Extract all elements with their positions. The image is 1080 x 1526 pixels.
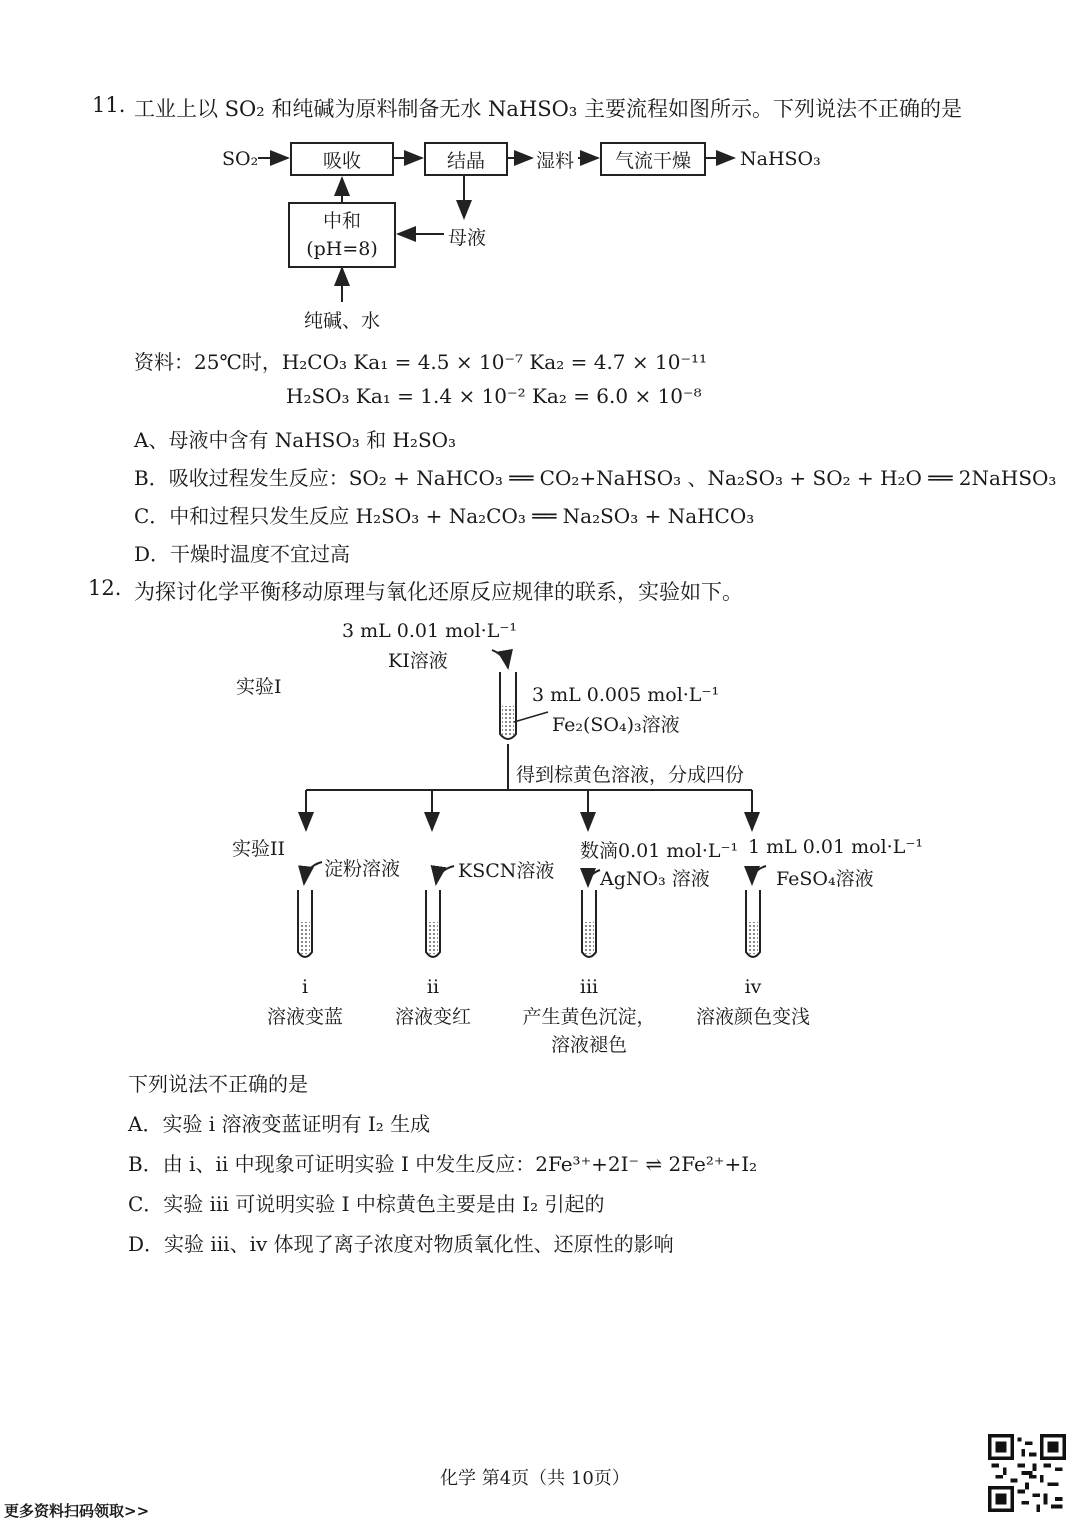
ki-line1: 3 mL 0.01 mol·L⁻¹ xyxy=(342,620,517,642)
q12-stem: 为探讨化学平衡移动原理与氧化还原反应规律的联系，实验如下。 xyxy=(134,580,743,604)
tube-iii-result-line1: 产生黄色沉淀， xyxy=(522,1006,656,1028)
reagent-agno3-line1: 数滴0.01 mol·L⁻¹ xyxy=(580,840,739,862)
tube-ii-result: 溶液变红 xyxy=(394,1006,471,1028)
tube-iii-result-line2: 溶液褪色 xyxy=(550,1034,627,1056)
flow-soda-water: 纯碱、水 xyxy=(304,310,381,332)
fe-line2: Fe₂(SO₄)₃溶液 xyxy=(552,714,680,736)
split-text: 得到棕黄色溶液，分成四份 xyxy=(516,764,745,786)
flow-crystal-box: 结晶 xyxy=(424,142,508,176)
neutralize-line2: (pH=8) xyxy=(306,238,378,260)
flow-dry-box: 气流干燥 xyxy=(600,142,706,176)
flow-so2: SO₂ xyxy=(222,148,259,170)
neutralize-line1: 中和 xyxy=(322,210,361,232)
more-resources-link[interactable]: 更多资料扫码领取>> xyxy=(4,1502,150,1520)
reagent-agno3-line2: AgNO₃ 溶液 xyxy=(600,868,710,890)
q12-option-a: A．实验 i 溶液变蓝证明有 I₂ 生成 xyxy=(128,1112,431,1136)
test-tube-ii xyxy=(426,890,440,957)
reagent-kscn: KSCN溶液 xyxy=(458,860,555,882)
tube-iv-result: 溶液颜色变浅 xyxy=(695,1006,810,1028)
ki-line2: KI溶液 xyxy=(388,650,448,672)
q11-number: 11. xyxy=(92,93,126,117)
page-footer: 化学 第4页（共 10页） xyxy=(440,1468,630,1489)
tube-i-result: 溶液变蓝 xyxy=(266,1006,343,1028)
flow-mother-liquor: 母液 xyxy=(448,227,487,249)
q12-option-d: D．实验 iii、iv 体现了离子浓度对物质氧化性、还原性的影响 xyxy=(128,1232,674,1256)
tube-i-id: i xyxy=(301,976,309,998)
q11-option-c: C．中和过程只发生反应 H₂SO₃ + Na₂CO₃ ══ Na₂SO₃ + NaHCO₃ xyxy=(134,504,755,528)
reagent-starch: 淀粉溶液 xyxy=(324,858,401,880)
test-tube-exp1 xyxy=(500,672,516,739)
test-tube-i xyxy=(298,890,312,957)
q11-data-line2: H₂SO₃ Ka₁ = 1.4 × 10⁻² Ka₂ = 6.0 × 10⁻⁸ xyxy=(286,384,702,408)
q11-stem: 工业上以 SO₂ 和纯碱为原料制备无水 NaHSO₃ 主要流程如图所示。下列说法不正确的是 xyxy=(134,97,962,121)
q11-option-d: D．干燥时温度不宜过高 xyxy=(134,542,351,566)
reagent-feso4-line2: FeSO₄溶液 xyxy=(776,868,874,890)
exp2-label: 实验II xyxy=(232,838,286,860)
tube-iv-id: iv xyxy=(744,976,762,998)
tube-ii-id: ii xyxy=(426,976,440,998)
q12-number: 12. xyxy=(88,576,122,600)
q11-data-line1: 资料：25℃时，H₂CO₃ Ka₁ = 4.5 × 10⁻⁷ Ka₂ = 4.7 × 10⁻¹¹ xyxy=(134,350,708,374)
fe-line1: 3 mL 0.005 mol·L⁻¹ xyxy=(532,684,720,706)
flow-product: NaHSO₃ xyxy=(740,148,821,170)
test-tube-iv xyxy=(746,890,760,957)
q12-option-c: C．实验 iii 可说明实验 I 中棕黄色主要是由 I₂ 引起的 xyxy=(128,1192,605,1216)
q12-prompt: 下列说法不正确的是 xyxy=(128,1072,308,1096)
qr-code-icon[interactable] xyxy=(988,1434,1066,1512)
tube-iii-id: iii xyxy=(579,976,599,998)
exp1-label: 实验I xyxy=(236,676,282,698)
q11-option-b: B．吸收过程发生反应：SO₂ + NaHCO₃ ══ CO₂+NaHSO₃ 、Na₂SO₃ + SO₂ + H₂O ══ 2NaHSO₃ xyxy=(134,466,1057,490)
flow-wet-material: 湿料 xyxy=(536,150,575,172)
q11-option-a: A、母液中含有 NaHSO₃ 和 H₂SO₃ xyxy=(134,428,457,452)
reagent-feso4-line1: 1 mL 0.01 mol·L⁻¹ xyxy=(748,836,923,858)
q12-option-b: B．由 i、ii 中现象可证明实验 I 中发生反应：2Fe³⁺+2I⁻ ⇌ 2Fe²⁺+I₂ xyxy=(128,1152,758,1176)
test-tube-iii xyxy=(582,890,596,957)
flow-absorb-box: 吸收 xyxy=(290,142,394,176)
